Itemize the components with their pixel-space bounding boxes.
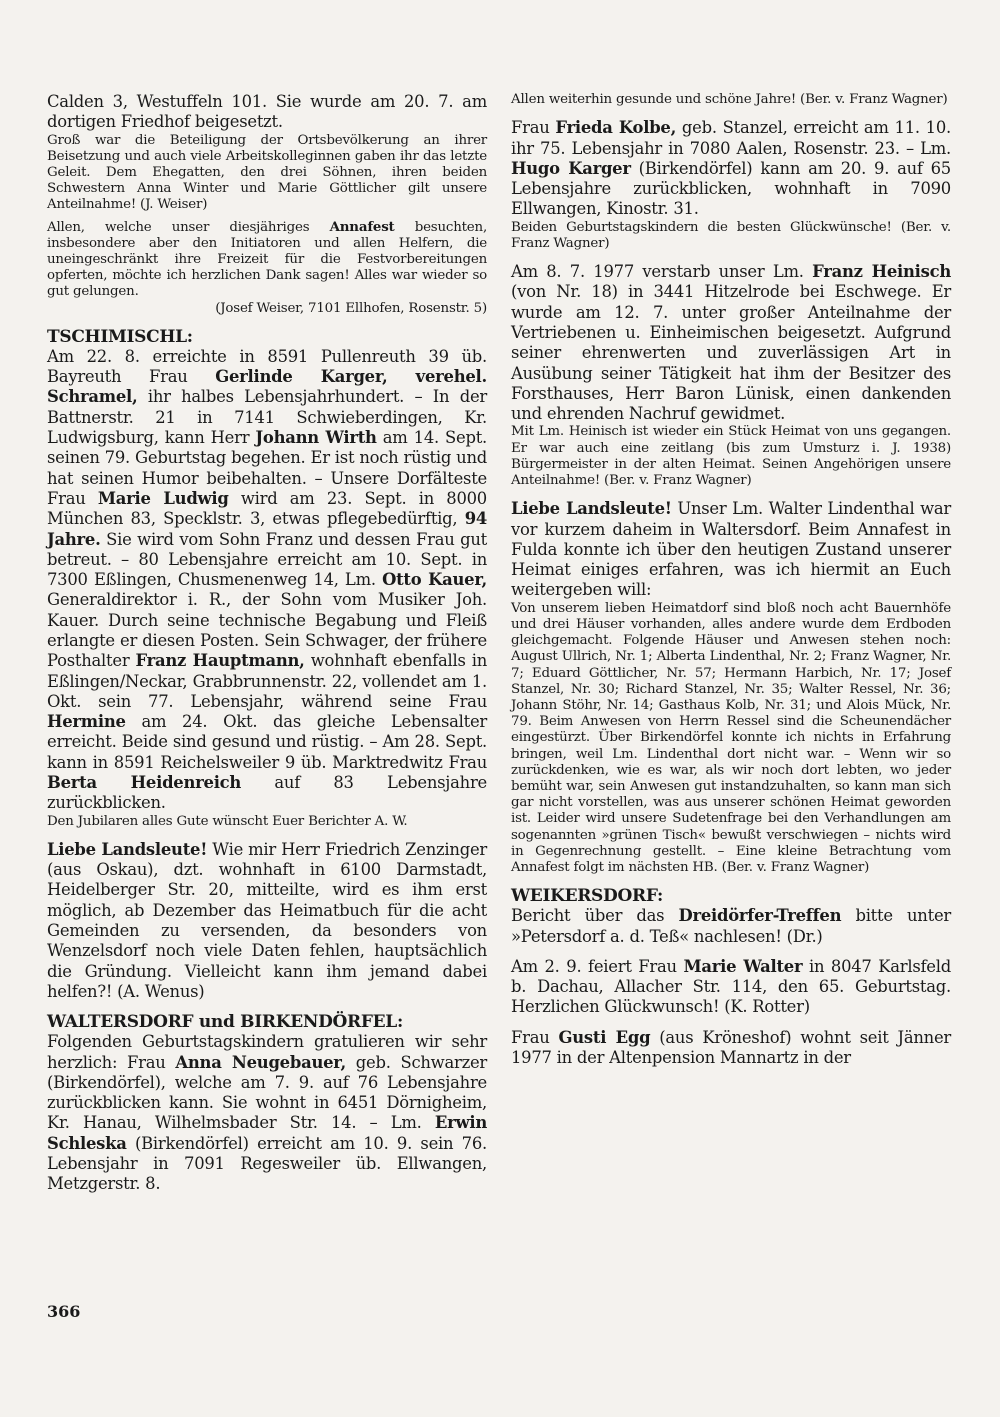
paragraph: Liebe Landsleute! Wie mir Herr Friedrich Zenzinger (aus Oskau), dzt. wohnhaft in 6100 Darmstadt, Heidelberger Str. 20, mitteilte, wird es ihm erst möglich, ab Dezember das Heimatbuch für die acht Gemeinden zu versenden, da besonders von Wenzelsdorf noch viele Daten fehlen, hauptsächlich die Gründung. Vielleicht kann ihm jemand dabei helfen?! (A. Wenus) bbox=[47, 839, 487, 1001]
paragraph: Bericht über das Dreidörfer-Treffen bitte unter »Petersdorf a. d. Teß« nachlesen! (Dr.) bbox=[511, 906, 951, 946]
paragraph: Am 2. 9. feiert Frau Marie Walter in 8047 Karlsfeld b. Dachau, Allacher Str. 114, den 65. Geburtstag. Herzlichen Glückwunsch! (K. Rotter) bbox=[511, 956, 951, 1017]
paragraph: Allen weiterhin gesunde und schöne Jahre! (Ber. v. Franz Wagner) bbox=[511, 92, 948, 107]
section-heading: WEIKERSDORF: bbox=[511, 886, 663, 907]
paragraph: Am 8. 7. 1977 verstarb unser Lm. Franz Heinisch (von Nr. 18) in 3441 Hitzelrode bei Eschwege. Er wurde am 12. 7. unter großer Anteilnahme der Vertriebenen u. Einheimischen beigesetzt. Aufgrund seiner ehrenwerten und zuverlässigen Art in Ausübung seiner Tätigkeit hat ihm der Besitzer des Forsthauses, Herr Baron Lünisk, einen dankenden und ehrenden Nachruf gewidmet. bbox=[511, 262, 951, 424]
paragraph: Frau Gusti Egg (aus Kröneshof) wohnt seit Jänner 1977 in der Altenpension Mannartz in der bbox=[511, 1027, 952, 1067]
paragraph: Frau Frieda Kolbe, geb. Stanzel, erreicht am 11. 10. ihr 75. Lebensjahr in 7080 Aalen, Rosenstr. 23. – Lm. Hugo Karger (Birkendörfel) kann am 20. 9. auf 65 Lebensjahre zurückblicken, wohnhaft in 7090 Ellwangen, Kinostr. 31. bbox=[511, 118, 951, 219]
paragraph: Allen, welche unser diesjähriges Annafest besuchten, insbesondere aber den Initiatoren und allen Helfern, die uneingeschränkt ihre Freizeit für die Festvorbereitungen opferten, möchte ich herzlichen Dank sagen! Alles war wieder so gut gelungen. bbox=[47, 218, 488, 300]
section-heading: WALTERSDORF und BIRKENDÖRFEL: bbox=[47, 1012, 403, 1033]
section-heading: TSCHIMISCHL: bbox=[47, 326, 193, 347]
paragraph: Den Jubilaren alles Gute wünscht Euer Berichter A. W. bbox=[47, 813, 408, 829]
paragraph: Calden 3, Westuffeln 101. Sie wurde am 20. 7. am dortigen Friedhof beigesetzt. bbox=[47, 92, 487, 132]
paragraph: Mit Lm. Heinisch ist wieder ein Stück Heimat von uns gegangen. Er war auch eine zeitlang (bis zum Umsturz i. J. 1938) Bürgermeister in der alten Heimat. Seinen Angehörigen unsere Anteilnahme! (Ber. v. Franz Wagner) bbox=[511, 424, 951, 489]
paragraph: Folgenden Geburtstagskindern gratulieren wir sehr herzlich: Frau Anna Neugebauer, geb. Schwarzer (Birkendörfel), welche am 7. 9. auf 76 Lebensjahre zurückblicken kann. Sie wohnt in 6451 Dörnigheim, Kr. Hanau, Wilhelmsbader Str. 14. – Lm. Erwin Schleska (Birkendörfel) erreicht am 10. 9. sein 76. Lebensjahr in 7091 Regesweiler üb. Ellwangen, Metzgerstr. 8. bbox=[47, 1032, 487, 1194]
paragraph: Am 22. 8. erreichte in 8591 Pullenreuth 39 üb. Bayreuth Frau Gerlinde Karger, verehel. Schramel, ihr halbes Lebensjahrhundert. – In der Battnerstr. 21 in 7141 Schwieberdingen, Kr. Ludwigsburg, kann Herr Johann Wirth am 14. Sept. seinen 79. Geburtstag begehen. Er ist noch rüstig und hat seinen Humor beibehalten. – Unsere Dorfälteste Frau Marie Ludwig wird am 23. Sept. in 8000 München 83, Specklstr. 3, etwas pflegebedürftig, 94 Jahre. Sie wird vom Sohn Franz und dessen Frau gut betreut. – 80 Lebensjahre erreicht am 10. Sept. in 7300 Eßlingen, Chusmenenweg 14, Lm. Otto Kauer, Generaldirektor i. R., der Sohn vom Musiker Joh. Kauer. Durch seine technische Begabung und Fleiß erlangte er diesen Posten. Sein Schwager, der frühere Posthalter Franz Hauptmann, wohnhaft ebenfalls in Eßlingen/Neckar, Grabbrunnenstr. 22, vollendet am 1. Okt. sein 77. Lebensjahr, während seine Frau Hermine am 24. Okt. das gleiche Lebensalter erreicht. Beide sind gesund und rüstig. – Am 28. Sept. kann in 8591 Reichelsweiler 9 üb. Marktredwitz Frau Berta Heidenreich auf 83 Lebensjahre zurückblicken. bbox=[47, 346, 488, 813]
left-column bbox=[47, 92, 487, 1195]
paragraph: Groß war die Beteiligung der Ortsbevölkerung an ihrer Beisetzung und auch viele Arbeitskolleginnen gaben ihr das letzte Geleit. Dem Ehegatten, den drei Söhnen, ihren beiden Schwestern Anna Winter und Marie Göttlicher gilt unsere Anteilnahme! (J. Weiser) bbox=[47, 132, 487, 213]
paragraph: Liebe Landsleute! Unser Lm. Walter Lindenthal war vor kurzem daheim in Waltersdorf. Beim Annafest in Fulda konnte ich über den heutigen Zustand unserer Heimat einiges erfahren, was ich hiermit an Euch weitergeben will: bbox=[511, 499, 951, 600]
right-column bbox=[511, 92, 951, 1068]
paragraph: Beiden Geburtstagskindern die besten Glückwünsche! (Ber. v. Franz Wagner) bbox=[511, 219, 951, 251]
paragraph: Von unserem lieben Heimatdorf sind bloß noch acht Bauernhöfe und drei Häuser vorhanden, alles andere wurde dem Erdboden gleichgemacht. Folgende Häuser und Anwesen stehen noch: August Ullrich, Nr. 1; Alberta Lindenthal, Nr. 2; Franz Wagner, Nr. 7; Eduard Göttlicher, Nr. 57; Hermann Harbich, Nr. 17; Josef Stanzel, Nr. 30; Richard Stanzel, Nr. 35; Walter Ressel, Nr. 36; Johann Stöhr, Nr. 14; Gasthaus Kolb, Nr. 31; und Alois Mück, Nr. 79. Beim Anwesen von Herrn Ressel sind die Scheunendächer eingestürzt. Über Birkendörfel konnte ich nichts in Erfahrung bringen, weil Lm. Lindenthal dort nicht war. – Wenn wir so zurückdenken, wie es war, als wir noch dort lebten, wo jeder bemüht war, sein Anwesen gut instandzuhalten, so kann man sich gar nicht vorstellen, was aus unserer schönen Heimat geworden ist. Leider wird unsere Sudetenfrage bei den Verhandlungen am sogenannten »grünen Tisch« bewußt verschwiegen – nichts wird in Gegenrechnung gestellt. – Eine kleine Betrachtung vom Annafest folgt im nächsten HB. (Ber. v. Franz Wagner) bbox=[511, 600, 951, 876]
page-number: 366 bbox=[47, 1302, 81, 1321]
signature: (Josef Weiser, 7101 Ellhofen, Rosenstr. 5) bbox=[215, 300, 487, 316]
